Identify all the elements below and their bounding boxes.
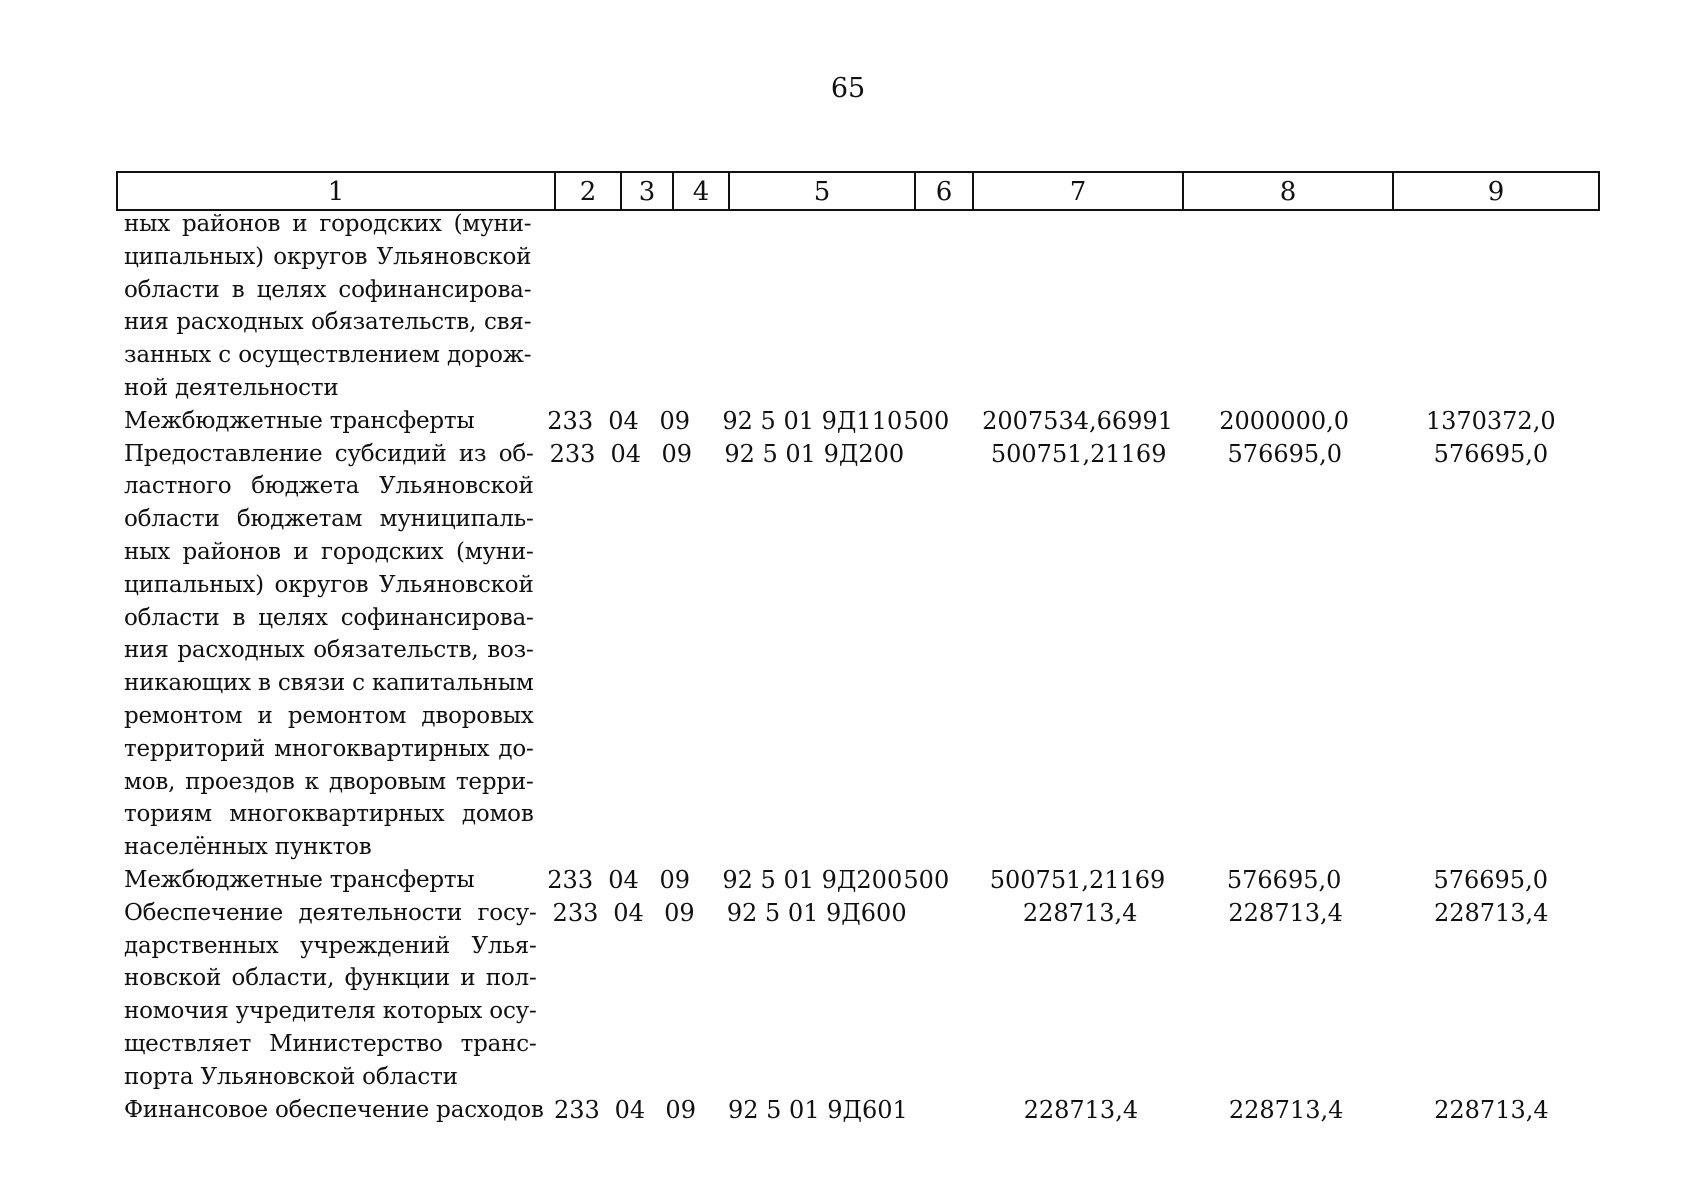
cell-col-3: 04	[613, 898, 644, 927]
cell-col-6: 500	[903, 865, 950, 894]
cell-col-7: 228713,4	[1022, 898, 1138, 927]
table-row	[124, 1094, 1594, 1127]
description-line: дарственных учреждений Улья-	[124, 932, 537, 959]
description-line: ремонтом и ремонтом дворовых	[124, 702, 534, 729]
header-col-5: 5	[730, 173, 916, 209]
description-line: ципальных) округов Ульяновской	[124, 243, 532, 270]
page-number: 65	[830, 73, 866, 104]
cell-col-5: 92 5 01 9Д600	[726, 898, 907, 927]
header-col-8: 8	[1184, 173, 1394, 209]
table-row	[124, 864, 1594, 897]
cell-col-9: 228713,4	[1434, 1095, 1549, 1124]
cell-col-2: 233	[547, 406, 594, 435]
description-line: ториям многоквартирных домов	[124, 801, 534, 828]
table-header-row	[116, 171, 1600, 211]
cell-col-2: 233	[549, 439, 596, 468]
description-line: ных районов и городских (муни-	[124, 211, 532, 237]
cell-col-2: 233	[552, 898, 599, 927]
description-line: Межбюджетные трансферты	[124, 866, 475, 893]
header-col-9: 9	[1487, 177, 1505, 207]
description-line: номочия учредителя которых осу-	[124, 998, 537, 1025]
cell-col-4: 09	[661, 439, 693, 468]
cell-col-7: 228713,4	[1023, 1095, 1139, 1124]
header-col-1: 1	[118, 173, 556, 209]
header-col-7: 7	[974, 173, 1184, 209]
description-line: занных с осуществлением дорож-	[124, 342, 532, 369]
cell-col-9: 1370372,0	[1425, 406, 1556, 435]
cell-col-4: 09	[659, 865, 690, 894]
header-col-2: 2	[556, 173, 622, 209]
header-col-3: 3	[622, 173, 674, 209]
description-line: ластного бюджета Ульяновской	[124, 473, 534, 500]
cell-col-2: 233	[547, 865, 594, 894]
cell-col-5: 92 5 01 9Д200	[724, 439, 905, 468]
cell-col-3: 04	[614, 1095, 646, 1124]
description-line: ществляет Министерство транс-	[124, 1030, 537, 1057]
cell-col-8: 576695,0	[1226, 865, 1342, 894]
cell-col-8: 576695,0	[1227, 439, 1343, 468]
row-description	[124, 897, 537, 1094]
description-line: мов, проездов к дворовым терри-	[124, 768, 534, 795]
description-line: новской области, функции и пол-	[124, 965, 537, 992]
cell-col-3: 04	[608, 406, 639, 435]
description-line: области в целях софинансирова-	[124, 604, 534, 631]
cell-col-9: 576695,0	[1433, 439, 1549, 468]
table-row	[124, 438, 1594, 864]
description-line: области в целях софинансирова-	[124, 276, 532, 303]
row-description	[124, 208, 531, 405]
cell-col-3: 04	[610, 439, 641, 468]
row-description	[124, 405, 531, 438]
cell-col-9: 576695,0	[1433, 865, 1548, 894]
cell-col-2: 233	[554, 1095, 600, 1124]
description-line: территорий многоквартирных до-	[124, 735, 534, 762]
cell-col-4: 09	[665, 1095, 696, 1124]
table-body	[124, 208, 1594, 1126]
description-line: ципальных) округов Ульяновской	[124, 571, 534, 598]
cell-col-5: 92 5 01 9Д200	[722, 865, 903, 894]
cell-col-4: 09	[664, 898, 695, 927]
description-line: Предоставление субсидий из об-	[124, 440, 534, 467]
cell-col-9: 228713,4	[1433, 898, 1549, 927]
description-line: ной деятельности	[124, 374, 339, 401]
description-line: Межбюджетные трансферты	[124, 407, 475, 434]
header-col-6: 6	[916, 173, 974, 209]
cell-col-6: 500	[903, 406, 950, 435]
description-line: ния расходных обязательств, свя-	[124, 309, 532, 336]
description-line: порта Ульяновской области	[124, 1063, 458, 1090]
cell-col-5: 92 5 01 9Д110	[722, 406, 903, 435]
description-line: ных районов и городских (муни-	[124, 538, 534, 565]
table-row	[124, 897, 1594, 1094]
header-col-4: 4	[674, 173, 730, 209]
cell-col-8: 228713,4	[1228, 1095, 1344, 1124]
description-line: области бюджетам муниципаль-	[124, 506, 534, 533]
cell-col-8: 2000000,0	[1219, 406, 1350, 435]
cell-col-5: 92 5 01 9Д601	[727, 1095, 908, 1124]
cell-col-7: 500751,21169	[990, 439, 1167, 468]
description-line: Обеспечение деятельности госу-	[124, 899, 537, 926]
description-line: никающих в связи с капитальным	[124, 670, 534, 697]
table-row	[124, 208, 1594, 405]
description-line: Финансовое обеспечение расходов	[124, 1096, 544, 1123]
table-row	[124, 405, 1594, 438]
row-description	[124, 1094, 544, 1127]
cell-col-4: 09	[659, 406, 690, 435]
row-description	[124, 438, 534, 864]
description-line: населённых пунктов	[124, 834, 372, 861]
cell-col-7: 2007534,66991	[982, 406, 1173, 435]
description-line: ния расходных обязательств, воз-	[124, 637, 534, 664]
row-description	[124, 864, 531, 897]
cell-col-7: 500751,21169	[989, 865, 1166, 894]
cell-col-8: 228713,4	[1228, 898, 1343, 927]
cell-col-3: 04	[608, 865, 639, 894]
